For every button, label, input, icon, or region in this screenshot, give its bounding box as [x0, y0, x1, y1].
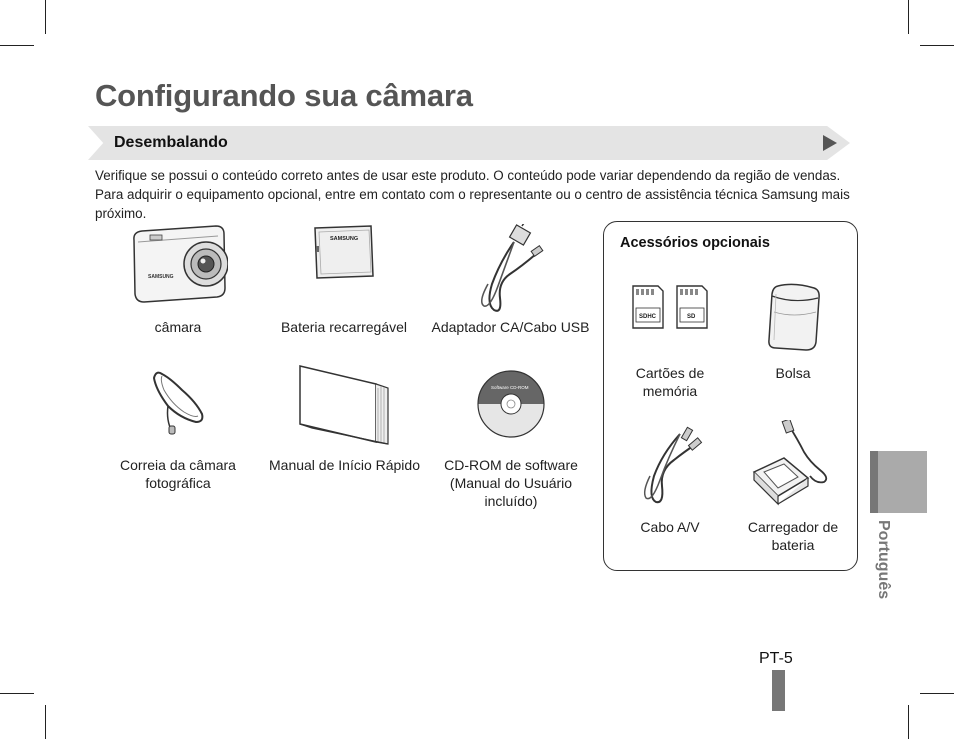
crop-mark [920, 693, 954, 694]
item-label: Manual de Início Rápido [269, 457, 420, 473]
cd-label: Software CD-ROM [491, 385, 529, 390]
item-label: CD-ROM de software (Manual do Usuário incluído) [444, 457, 578, 509]
crop-mark [908, 0, 909, 34]
battery-brand-logo: SAMSUNG [330, 236, 359, 242]
optional-item-label: Cartões de memória [635, 365, 705, 399]
page-number-bar [772, 670, 785, 711]
sd-card-label: SD [687, 314, 696, 320]
pouch-icon [764, 282, 824, 352]
language-tab [870, 451, 927, 513]
intro-text: Verifique se possui o conteúdo correto antes de usar este produto. O conteúdo pode variar dependendo da região de vendas. Para adquirir o equipamento opcional, entre em contato com o representante ou o centro de assistência técnica Samsung mais próximo. [95, 168, 850, 221]
charger-icon [748, 420, 836, 508]
crop-mark [908, 705, 909, 739]
crop-mark [920, 45, 954, 46]
optional-accessories-title: Acessórios opcionais [620, 235, 770, 251]
arrow-right-icon [823, 135, 837, 151]
sdhc-card-label: SDHC [639, 314, 657, 320]
camera-brand-logo: SAMSUNG [148, 274, 174, 280]
manual-icon [298, 364, 392, 446]
item-label: câmara [154, 319, 202, 335]
optional-item-label: Carregador de bateria [747, 519, 839, 553]
battery-icon [311, 224, 377, 280]
camera-icon [128, 222, 228, 304]
crop-mark [45, 0, 46, 34]
optional-item-label: Bolsa [775, 365, 811, 381]
memory-card-icon [630, 284, 714, 330]
page-title: Configurando sua câmara [95, 78, 473, 113]
crop-mark [0, 45, 34, 46]
crop-mark [0, 693, 34, 694]
crop-mark [45, 705, 46, 739]
av-cable-icon [640, 424, 704, 506]
language-tab-edge [870, 451, 878, 513]
item-label: Adaptador CA/Cabo USB [431, 319, 590, 335]
optional-item-label: Cabo A/V [640, 519, 700, 535]
strap-icon [146, 366, 212, 438]
usb-cable-icon [470, 224, 550, 316]
item-label: Bateria recarregável [280, 319, 408, 335]
page-number: PT-5 [759, 650, 793, 667]
item-label: Correia da câmara fotográfica [120, 457, 236, 491]
language-label: Português [875, 520, 892, 600]
cd-icon [476, 369, 546, 439]
section-title: Desembalando [114, 134, 228, 151]
